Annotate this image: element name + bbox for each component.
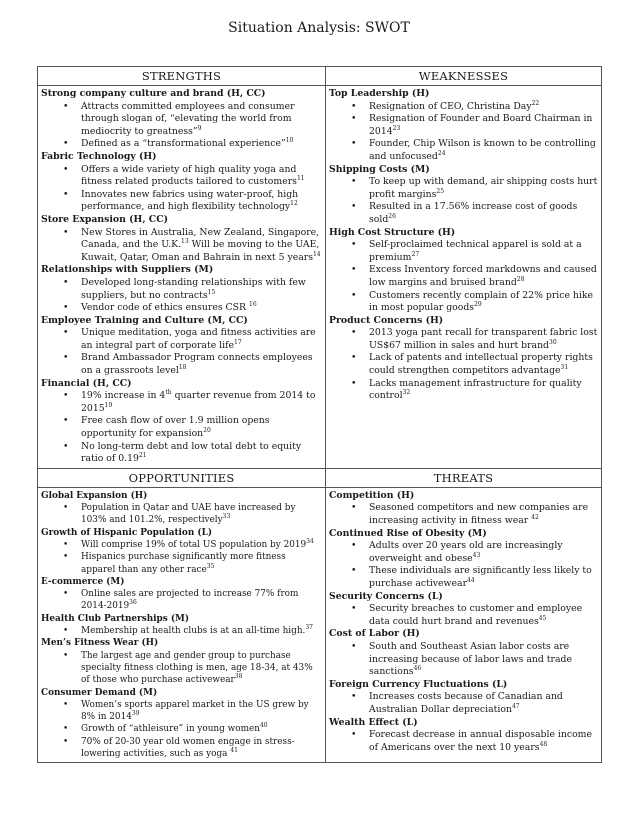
category-title: Consumer Demand (M) [41, 687, 158, 698]
footnote-ref: 14 [312, 250, 321, 258]
bullet-item [41, 277, 322, 302]
footnote-ref: 36 [129, 599, 137, 607]
footnote-ref: 24 [437, 149, 446, 157]
weaknesses-cell [326, 86, 602, 469]
category-title: Employee Training and Culture (M, CC) [41, 314, 248, 326]
bullet-item [41, 551, 322, 576]
footnote-ref: 30 [549, 338, 557, 346]
bullet-list [329, 101, 598, 164]
bullet-list [329, 239, 598, 315]
content-row-bottom [38, 487, 602, 763]
footnote-ref: 17 [234, 338, 242, 346]
bullet-item [329, 264, 598, 289]
header-row-top [38, 67, 602, 86]
bullet-list [329, 502, 598, 527]
item-text: Lack of patents and intellectual property rights could strengthen competitors advantage [369, 352, 593, 377]
category-title: Shipping Costs (M) [329, 163, 430, 175]
bullet-item [329, 239, 598, 264]
threats-cell [326, 487, 602, 763]
item-text: Hispanics purchase significantly more fitness apparel than any other race [81, 552, 286, 575]
bullet-list [329, 603, 598, 628]
item-text: Will be moving to the UAE, Kuwait, Qatar, Oman and Bahrain in next 5 years [81, 239, 320, 263]
item-text: No long-term debt and low total debt to equity ratio of 0.19 [81, 440, 302, 465]
category-title: Security Concerns (L) [329, 590, 443, 602]
category-title: Financial (H, CC) [41, 377, 132, 389]
category-title: Cost of Labor (H) [329, 628, 420, 640]
bullet-item [329, 641, 598, 679]
item-text: New Stores in Australia, New Zealand, Singapore, Canada, and the U.K. [81, 226, 320, 251]
bullet-item [41, 227, 322, 265]
bullet-item [41, 723, 322, 735]
bullet-item [41, 352, 322, 377]
item-text: 2013 yoga pant recall for transparent fabric lost US$67 million in sales and hurt brand [369, 327, 598, 351]
footnote-ref: 18 [178, 364, 187, 372]
superscript: th [165, 389, 172, 397]
category-title: Health Club Partnerships (M) [41, 613, 190, 624]
item-text: Brand Ambassador Program connects employees on a grassroots level [81, 352, 313, 377]
bullet-item [41, 415, 322, 440]
bullet-item [329, 138, 598, 163]
bullet-item [329, 201, 598, 226]
category-title: Wealth Effect (L) [329, 716, 418, 728]
item-text: Excess Inventory forced markdowns and caused low margins and bruised brand [369, 264, 597, 288]
bullet-list [329, 176, 598, 226]
opportunities-cell [38, 487, 326, 763]
item-text: Attracts committed employees and consumer through slogan of, “elevating the world from mediocrity to greatness” [81, 100, 295, 137]
item-text: South and Southeast Asian labor costs are increasing because of labor laws and trade sanctions [369, 640, 572, 678]
bullet-list [329, 540, 598, 590]
footnote-ref: 29 [474, 301, 482, 309]
bullet-item [41, 699, 322, 724]
footnote-ref: 32 [402, 389, 411, 397]
bullet-item [329, 502, 598, 527]
item-text: Women’s sports apparel market in the US grew by 8% in 2014 [81, 699, 309, 723]
category-title: Growth of Hispanic Population (L) [41, 527, 213, 538]
footnote-ref: 45 [538, 614, 547, 622]
bullet-list [41, 699, 322, 760]
footnote-ref: 16 [249, 301, 257, 309]
bullet-item [329, 352, 598, 377]
bullet-list [41, 277, 322, 315]
category-title: Store Expansion (H, CC) [41, 213, 168, 225]
bullet-item [329, 540, 598, 565]
item-text: Customers recently complain of 22% price hike in most popular goods [369, 289, 593, 314]
item-text: These individuals are significantly less likely to purchase activewear [369, 565, 592, 589]
footnote-ref: 48 [539, 740, 548, 748]
footnote-ref: 25 [436, 187, 445, 195]
footnote-ref: 12 [290, 200, 298, 208]
item-text: 70% of 20-30 year old women engage in stress-lowering activities, such as yoga [81, 736, 295, 760]
bullet-list [41, 502, 322, 527]
bullet-item [41, 588, 322, 613]
bullet-item [41, 302, 322, 315]
bullet-list [41, 588, 322, 613]
bullet-item [41, 138, 322, 151]
item-text: Forecast decrease in annual disposable income of Americans over the next 10 years [369, 729, 592, 753]
item-text: Resignation of CEO, Christina Day [369, 100, 532, 112]
bullet-item [329, 691, 598, 716]
bullet-item [329, 378, 598, 403]
item-text: Growth of “athleisure” in young women [81, 724, 260, 735]
bullet-list [41, 101, 322, 151]
category-title: Product Concerns (H) [329, 314, 444, 326]
footnote-ref: 47 [511, 702, 520, 710]
footnote-ref: 28 [516, 275, 525, 283]
footnote-ref: 22 [531, 99, 540, 107]
item-text: Offers a wide variety of high quality yoga and fitness related products tailored to customers [81, 163, 297, 188]
item-text: Adults over 20 years old are increasingly overweight and obese [369, 540, 563, 564]
category-title: Global Expansion (H) [41, 490, 148, 501]
category-title: Top Leadership (H) [329, 88, 430, 99]
content-row-top [38, 86, 602, 469]
category-title: Foreign Currency Fluctuations (L) [329, 678, 508, 690]
item-text: Membership at health clubs is at an all-time high. [81, 626, 306, 637]
bullet-item [41, 650, 322, 687]
swot-table [37, 66, 602, 763]
item-text: Vendor code of ethics ensures CSR [81, 302, 249, 314]
item-text: Increases costs because of Canadian and Australian Dollar depreciation [369, 691, 563, 715]
footnote-ref: 11 [296, 175, 305, 183]
bullet-item [41, 441, 322, 466]
category-title: Relationships with Suppliers (M) [41, 264, 214, 276]
item-text: Self-proclaimed technical apparel is sold at a premium [369, 239, 582, 263]
bullet-item [41, 390, 322, 415]
item-text: Developed long-standing relationships with few suppliers, but no contracts [81, 276, 306, 301]
footnote-ref: 34 [306, 538, 314, 545]
category-title: Continued Rise of Obesity (M) [329, 527, 487, 539]
footnote-ref: 37 [305, 624, 313, 632]
header-row-bottom [38, 468, 602, 487]
item-text: The largest age and gender group to purchase specialty fitness clothing is men, age 18-34, at 43% of those who purchase activewear [81, 650, 313, 686]
bullet-item [41, 736, 322, 761]
bullet-list [41, 327, 322, 377]
strengths-header: STRENGTHS [38, 67, 326, 86]
item-text: Resignation of Founder and Board Chairman in 2014 [369, 113, 593, 137]
bullet-item [41, 189, 322, 214]
item-text: To keep up with demand, air shipping costs hurt profit margins [369, 176, 598, 200]
item-text: Defined as a “transformational experience” [81, 138, 286, 150]
weaknesses-header: WEAKNESSES [326, 67, 602, 86]
footnote-ref: 44 [467, 576, 475, 584]
footnote-ref: 26 [388, 212, 396, 220]
bullet-item [329, 729, 598, 754]
strengths-cell [38, 86, 326, 469]
item-text: Founder, Chip Wilson is known to be controlling and unfocused [369, 138, 596, 162]
bullet-item [41, 539, 322, 551]
category-title: Men’s Fitness Wear (H) [41, 638, 159, 649]
threats-header: THREATS [326, 468, 602, 487]
bullet-list [41, 164, 322, 214]
bullet-list [41, 227, 322, 265]
bullet-item [329, 101, 598, 114]
bullet-list [329, 641, 598, 679]
item-text: Innovates new fabrics using water-proof, high performance, and high flexibility technology [81, 188, 299, 213]
bullet-list [41, 539, 322, 576]
footnote-ref: 27 [411, 250, 420, 258]
bullet-list [41, 390, 322, 466]
bullet-item [329, 176, 598, 201]
bullet-item [41, 164, 322, 189]
footnote-ref: 20 [203, 427, 211, 435]
footnote-ref: 38 [234, 673, 243, 681]
footnote-ref: 43 [472, 551, 481, 559]
item-text: Will comprise 19% of total US population by 2019 [81, 540, 307, 550]
footnote-ref: 31 [560, 364, 569, 372]
category-title: High Cost Structure (H) [329, 226, 456, 238]
bullet-list [329, 327, 598, 403]
footnote-ref: 39 [131, 710, 140, 718]
item-text: Lacks management infrastructure for quality control [369, 377, 582, 402]
item-text: 19% increase in 4 [81, 390, 166, 402]
item-text: Resulted in a 17.56% increase cost of goods sold [369, 201, 578, 225]
item-text: quarter revenue from 2014 to 2015 [81, 390, 316, 414]
item-text: Security breaches to customer and employee data could hurt brand and revenues [369, 603, 583, 627]
bullet-list [329, 729, 598, 754]
footnote-ref: 9 [197, 124, 202, 132]
bullet-item [41, 101, 322, 139]
footnote-ref: 13 [181, 238, 189, 246]
category-title: E-commerce (M) [41, 576, 125, 587]
bullet-list [41, 650, 322, 687]
item-text: Online sales are projected to increase 77% from 2014-2019 [81, 589, 299, 612]
footnote-ref: 35 [206, 562, 215, 570]
bullet-item [329, 565, 598, 590]
bullet-item [41, 327, 322, 352]
item-text: Unique meditation, yoga and fitness activities are an integral part of corporate life [81, 327, 316, 351]
bullet-item [329, 290, 598, 315]
bullet-item [41, 625, 322, 637]
footnote-ref: 41 [230, 747, 238, 755]
category-title: Fabric Technology (H) [41, 150, 157, 162]
footnote-ref: 10 [285, 137, 294, 145]
bullet-list [329, 691, 598, 716]
item-text: Seasoned competitors and new companies are increasing activity in fitness wear [369, 502, 589, 526]
bullet-item [329, 603, 598, 628]
footnote-ref: 15 [207, 288, 216, 296]
item-text: Free cash flow of over 1.9 million opens opportunity for expansion [81, 415, 270, 440]
footnote-ref: 33 [222, 513, 231, 521]
bullet-item [329, 327, 598, 352]
footnote-ref: 21 [138, 452, 147, 460]
footnote-ref: 46 [413, 665, 422, 673]
footnote-ref: 42 [531, 514, 539, 521]
category-title: Strong company culture and brand (H, CC) [41, 88, 266, 99]
category-title: Competition (H) [329, 489, 415, 501]
bullet-item [41, 502, 322, 527]
opportunities-header: OPPORTUNITIES [38, 468, 326, 487]
page-title: Situation Analysis: SWOT [228, 20, 410, 36]
bullet-item [329, 113, 598, 138]
bullet-list [41, 625, 322, 637]
item-text: Population in Qatar and UAE have increased by 103% and 101.2%, respectively [81, 503, 296, 526]
footnote-ref: 19 [104, 401, 113, 409]
footnote-ref: 40 [259, 722, 268, 730]
footnote-ref: 23 [392, 124, 401, 132]
